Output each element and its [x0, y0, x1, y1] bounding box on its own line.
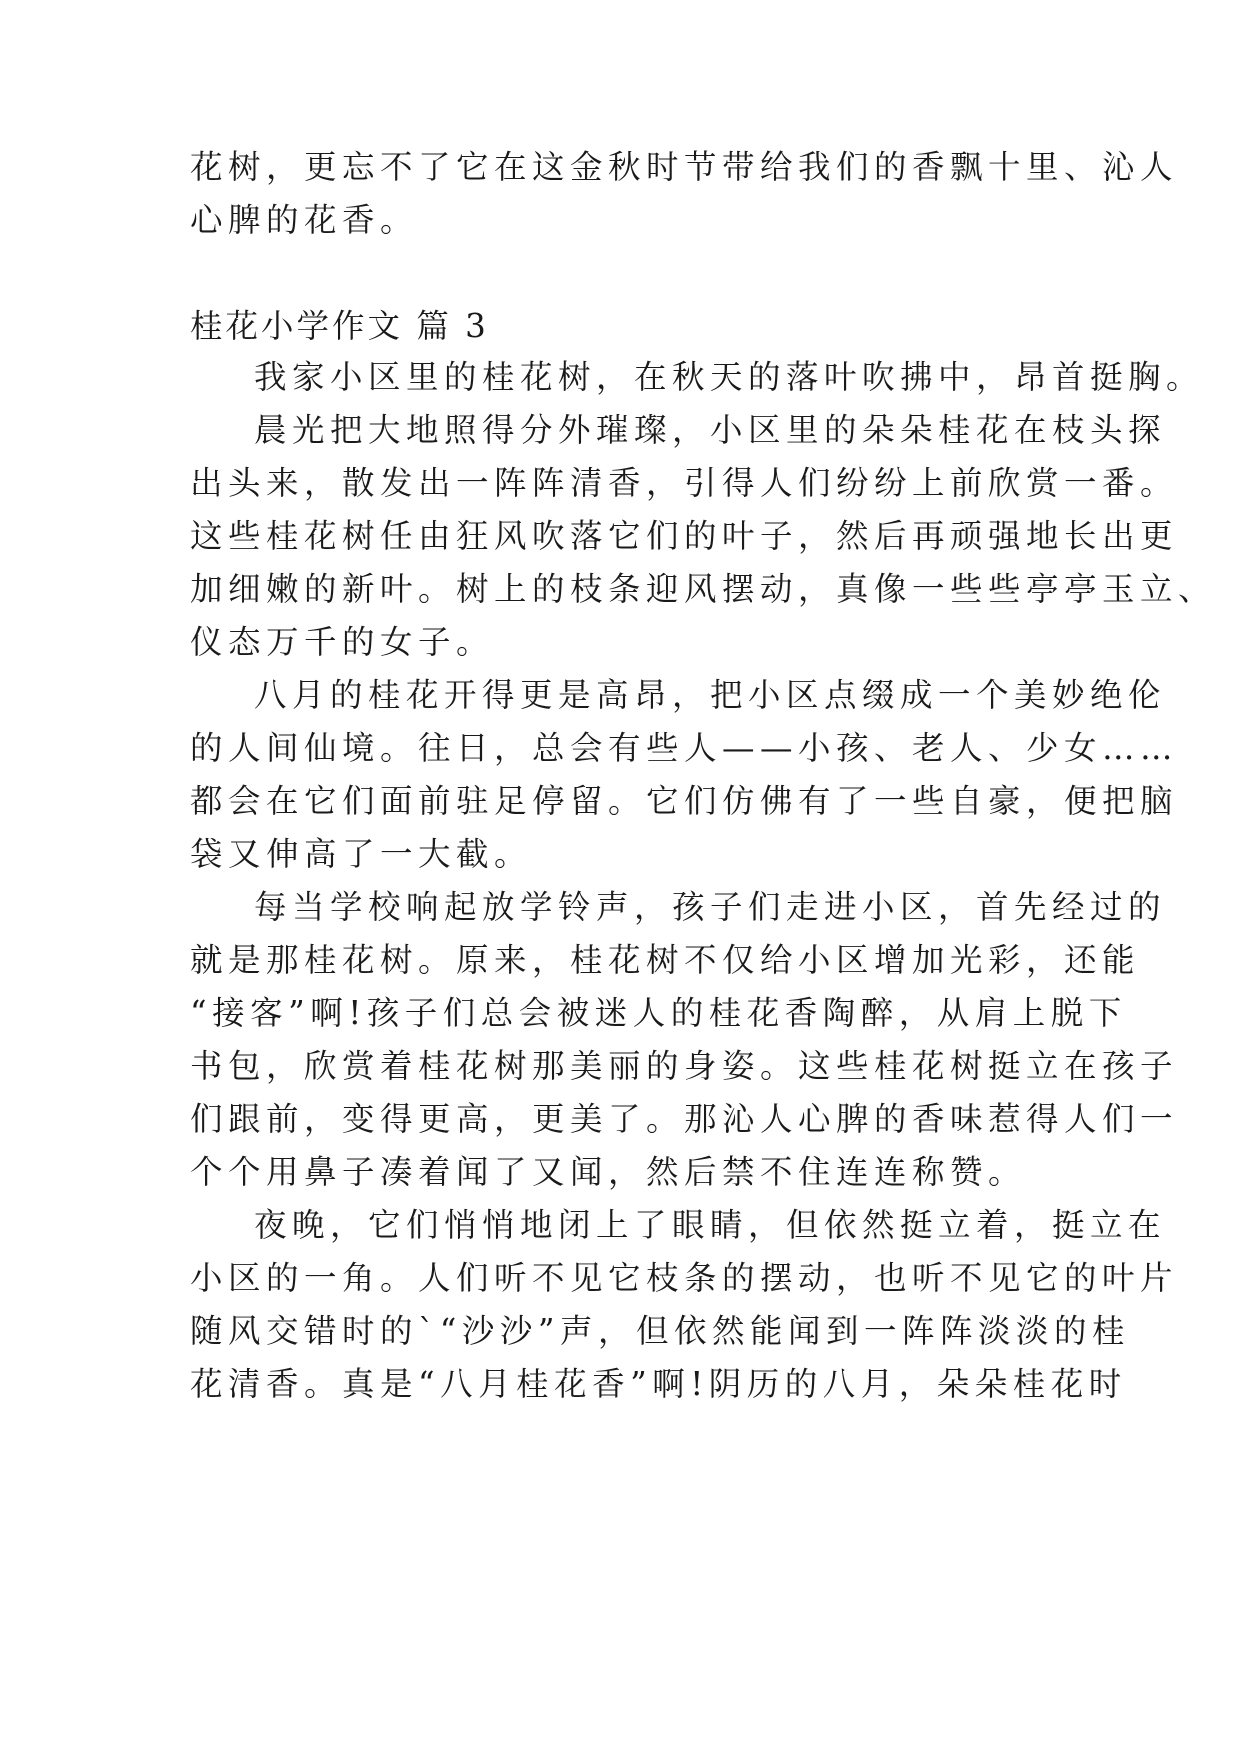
paragraph-first-line: 晨光把大地照得分外璀璨，小区里的朵朵桂花在枝头探: [254, 411, 1167, 449]
text-line: 袋又伸高了一大截。: [190, 835, 533, 873]
text-line: 们跟前，变得更高，更美了。那沁人心脾的香味惹得人们一: [190, 1100, 1179, 1138]
text-line: 随风交错时的`“沙沙”声，但依然能闻到一阵阵淡淡的桂: [190, 1312, 1130, 1350]
text-line: 小区的一角。人们听不见它枝条的摆动，也听不见它的叶片: [190, 1259, 1179, 1297]
section-heading: 桂花小学作文 篇 3: [190, 307, 489, 345]
text-line: 花清香。真是“八月桂花香”啊!阴历的八月，朵朵桂花时: [190, 1365, 1127, 1403]
text-line: 的人间仙境。往日，总会有些人——小孩、老人、少女……: [190, 729, 1179, 767]
paragraph-first-line: 八月的桂花开得更是高昂，把小区点缀成一个美妙绝伦: [254, 676, 1167, 714]
paragraph-first-line: 每当学校响起放学铃声，孩子们走进小区，首先经过的: [254, 888, 1167, 926]
text-line: 花树，更忘不了它在这金秋时节带给我们的香飘十里、沁人: [190, 148, 1179, 186]
text-line: 出头来，散发出一阵阵清香，引得人们纷纷上前欣赏一番。: [190, 464, 1179, 502]
text-line: 这些桂花树任由狂风吹落它们的叶子，然后再顽强地长出更: [190, 517, 1179, 555]
text-line: 仪态万千的女子。: [190, 623, 495, 661]
text-line: 个个用鼻子凑着闻了又闻，然后禁不住连连称赞。: [190, 1153, 1027, 1191]
text-line: 书包，欣赏着桂花树那美丽的身姿。这些桂花树挺立在孩子: [190, 1047, 1179, 1085]
paragraph-first-line: 我家小区里的桂花树，在秋天的落叶吹拂中，昂首挺胸。: [254, 358, 1205, 396]
paragraph-first-line: 夜晚，它们悄悄地闭上了眼睛，但依然挺立着，挺立在: [254, 1206, 1167, 1244]
text-line: “接客”啊!孩子们总会被迷人的桂花香陶醉，从肩上脱下: [190, 994, 1127, 1032]
text-line: 心脾的花香。: [190, 201, 419, 239]
text-line: 就是那桂花树。原来，桂花树不仅给小区增加光彩，还能: [190, 941, 1141, 979]
text-line: 都会在它们面前驻足停留。它们仿佛有了一些自豪，便把脑: [190, 782, 1179, 820]
text-line: 加细嫩的新叶。树上的枝条迎风摆动，真像一些些亭亭玉立、: [190, 570, 1217, 608]
